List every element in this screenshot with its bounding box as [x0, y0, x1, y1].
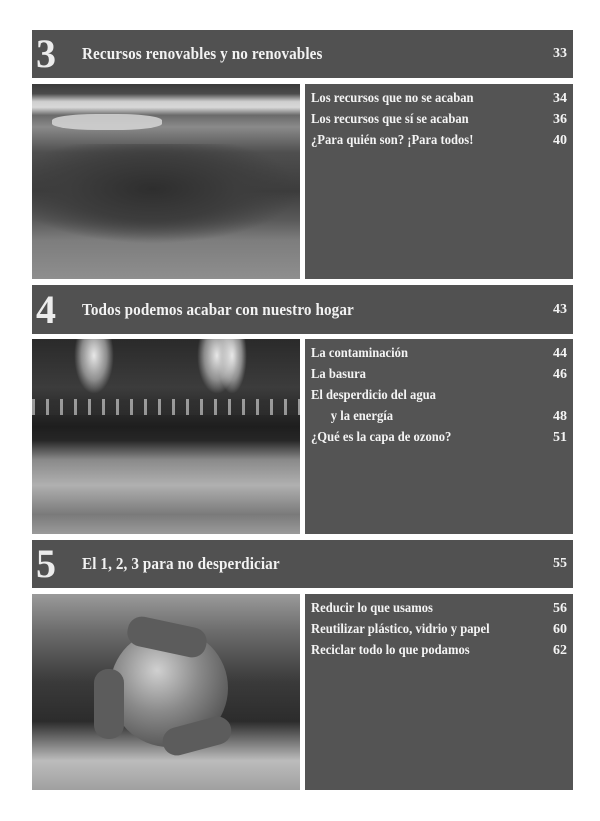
- toc-entry-page: 36: [553, 112, 567, 127]
- chapter-title: El 1, 2, 3 para no desperdiciar: [82, 554, 280, 573]
- toc-entry-label: El desperdicio del agua: [311, 388, 436, 403]
- chapter-number: 4: [36, 286, 56, 332]
- chapter-page: 43: [553, 301, 567, 317]
- toc-entry-label: Reducir lo que usamos: [311, 601, 433, 616]
- toc-entry-label: y la energía: [330, 409, 394, 424]
- chapter-4-photo: [32, 339, 300, 534]
- toc-entry-page: 62: [553, 643, 567, 658]
- smoke-plume: [74, 339, 114, 394]
- smoke-plume: [217, 339, 247, 394]
- toc-entry-page: 34: [553, 91, 567, 106]
- toc-entry-page: 51: [553, 430, 567, 445]
- toc-entry-page: 56: [553, 601, 567, 616]
- chapter-number: 5: [36, 541, 56, 586]
- toc-entry-label: ¿Para quién son? ¡Para todos!: [311, 133, 474, 148]
- toc-entry[interactable]: [305, 427, 573, 448]
- chapter-5-contents: [305, 594, 573, 790]
- toc-entry-label: Reciclar todo lo que podamos: [311, 643, 470, 658]
- toc-entry[interactable]: [305, 130, 573, 151]
- toc-entry[interactable]: [305, 640, 573, 661]
- chapter-5-header[interactable]: [32, 540, 573, 588]
- chapter-3-header[interactable]: [32, 30, 573, 78]
- toc-entry[interactable]: [305, 406, 573, 427]
- toc-entry-label: ¿Qué es la capa de ozono?: [311, 430, 452, 445]
- toc-entry-label: La contaminación: [311, 346, 408, 361]
- toc-entry-page: 40: [553, 133, 567, 148]
- chapter-number: 3: [36, 31, 56, 76]
- toc-entry[interactable]: [305, 343, 573, 364]
- toc-entry-page: 44: [553, 346, 567, 361]
- toc-entry-page: 46: [553, 367, 567, 382]
- toc-entry[interactable]: [305, 88, 573, 109]
- chapter-title: Recursos renovables y no renovables: [82, 44, 323, 63]
- toc-entry[interactable]: [305, 109, 573, 130]
- chapter-4-header[interactable]: [32, 285, 573, 334]
- chapter-5-photo: [32, 594, 300, 790]
- toc-entry-page: 48: [553, 409, 567, 424]
- chapter-title: Todos podemos acabar con nuestro hogar: [82, 299, 354, 319]
- recycle-arrow: [94, 669, 124, 739]
- toc-entry-page: 60: [553, 622, 567, 637]
- factory-lights: [32, 399, 300, 415]
- toc-entry[interactable]: [305, 619, 573, 640]
- toc-entry[interactable]: [305, 364, 573, 385]
- chapter-page: 55: [553, 556, 567, 571]
- wetland-area: [32, 144, 300, 244]
- toc-entry[interactable]: [305, 598, 573, 619]
- chapter-page: 33: [553, 46, 567, 61]
- chapter-3-photo: [32, 84, 300, 279]
- toc-entry-label: Los recursos que no se acaban: [311, 91, 474, 106]
- toc-entry-label: Reutilizar plástico, vidrio y papel: [311, 622, 490, 637]
- toc-entry-label: Los recursos que sí se acaban: [311, 112, 469, 127]
- water-area: [52, 114, 162, 130]
- chapter-4-contents: [305, 339, 573, 534]
- chapter-3-contents: [305, 84, 573, 279]
- toc-entry[interactable]: [305, 385, 573, 406]
- toc-entry-label: La basura: [311, 367, 366, 382]
